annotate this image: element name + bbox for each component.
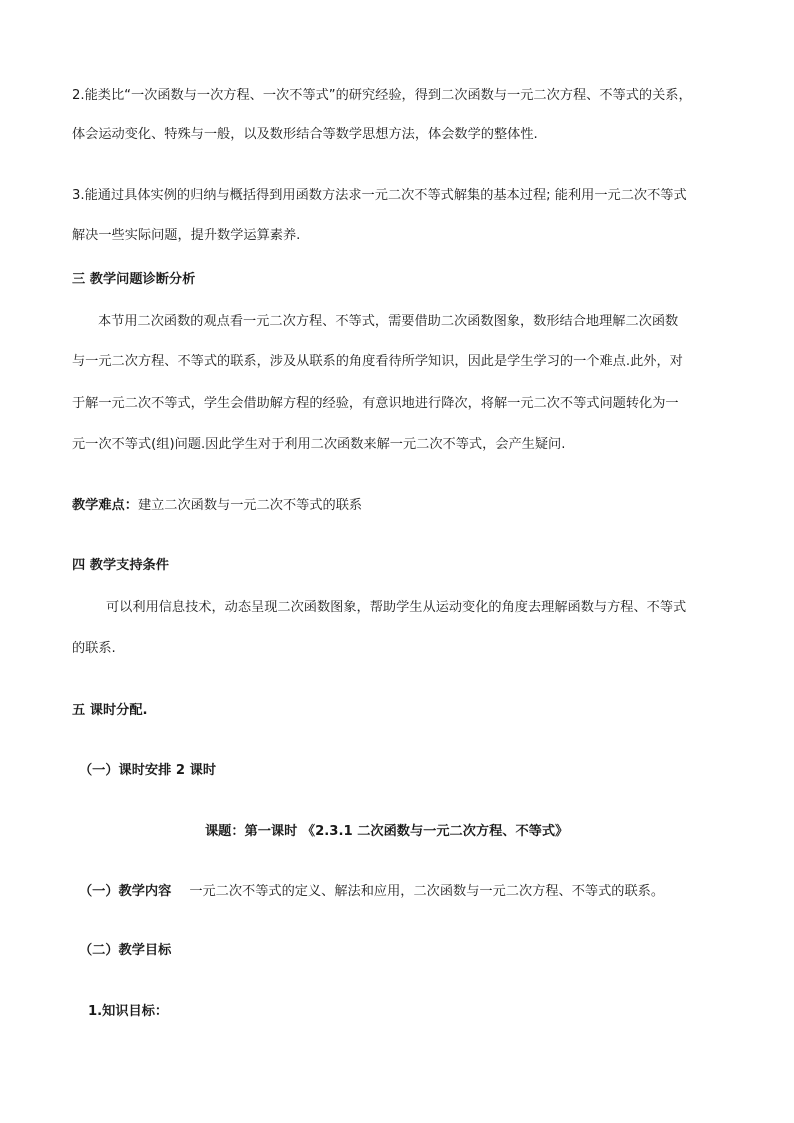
teaching-content-label: （一）教学内容 [79, 884, 172, 899]
knowledge-goal-heading: 1.知识目标： [88, 1004, 169, 1019]
section-4-paragraph-line-2: 的联系. [72, 641, 116, 656]
goal-item-3-line-2: 解决一些实际问题，提升数学运算素养. [72, 228, 301, 243]
section-3-paragraph-line-3: 于解一元二次不等式，学生会借助解方程的经验，有意识地进行降次，将解一元二次不等式问题转化为一 [72, 396, 679, 411]
section-3-paragraph-line-4: 元一次不等式(组)问题.因此学生对于利用二次函数来解一元二次不等式，会产生疑问. [72, 437, 566, 452]
goal-item-2-line-2: 体会运动变化、特殊与一般，以及数形结合等数学思想方法，体会数学的整体性. [72, 127, 538, 142]
teaching-content-text: 一元二次不等式的定义、解法和应用，二次函数与一元二次方程、不等式的联系。 [189, 884, 665, 899]
section-3-heading: 三 教学问题诊断分析 [72, 272, 196, 287]
teaching-objectives-heading: （二）教学目标 [79, 943, 172, 958]
section-3-paragraph-line-2: 与一元二次方程、不等式的联系，涉及从联系的角度看待所学知识，因此是学生学习的一个难点.此外，对 [72, 354, 683, 369]
goal-item-2-line-1: 2.能类比“一次函数与一次方程、一次不等式”的研究经验，得到二次函数与一元二次方程、不等式的关系， [72, 88, 692, 103]
lesson-title: 课题：第一课时 《2.3.1 二次函数与一元二次方程、不等式》 [205, 824, 569, 839]
section-4-heading: 四 教学支持条件 [72, 558, 169, 573]
teaching-content [79, 882, 664, 902]
teaching-difficulty-text: 建立二次函数与一元二次不等式的联系 [137, 498, 363, 513]
lesson-schedule: （一）课时安排 2 课时 [79, 763, 217, 778]
goal-item-3-line-1: 3.能通过具体实例的归纳与概括得到用函数方法求一元二次不等式解集的基本过程; 能利用一元二次不等式 [72, 188, 687, 203]
section-5-heading: 五 课时分配. [72, 703, 148, 718]
teaching-difficulty-label: 教学难点： [72, 498, 138, 513]
section-3-paragraph-line-1: 本节用二次函数的观点看一元二次方程、不等式，需要借助二次函数图象，数形结合地理解二次函数 [98, 314, 679, 329]
teaching-difficulty [72, 496, 362, 516]
section-4-paragraph-line-1: 可以利用信息技术，动态呈现二次函数图象，帮助学生从运动变化的角度去理解函数与方程、不等式 [106, 600, 687, 615]
